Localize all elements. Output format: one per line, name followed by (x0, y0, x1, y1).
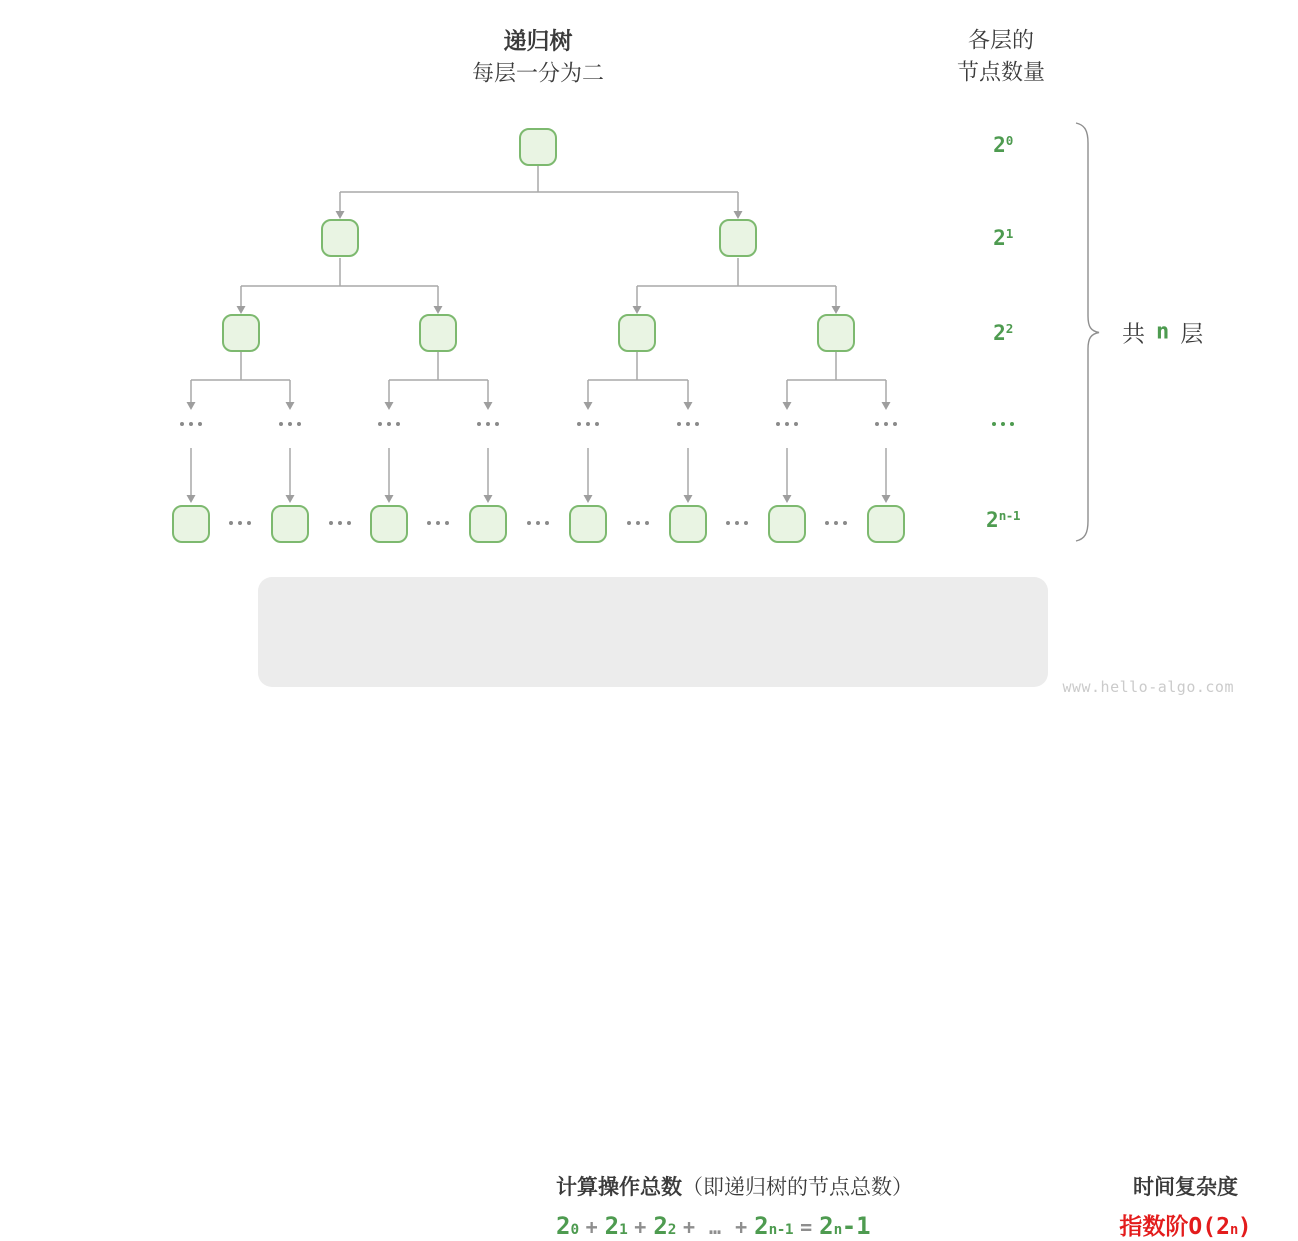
per-level-count-header-line2: 节点数量 (956, 59, 1046, 85)
tree-node (222, 314, 260, 352)
tree-node (370, 505, 408, 543)
tree-subtitle: 每层一分为二 (471, 60, 605, 86)
token: 2 (986, 508, 999, 532)
ellipsis-dots (577, 422, 599, 426)
complexity-title: 时间复杂度 (1133, 1176, 1238, 1199)
token: 0 (1005, 133, 1013, 149)
tree-node (271, 505, 309, 543)
connector-lines (187, 166, 891, 503)
token: + (634, 1215, 647, 1239)
arrowhead-icon (286, 495, 295, 503)
arrowhead-icon (783, 495, 792, 503)
token: 1 (1005, 226, 1013, 242)
arrowhead-icon (684, 402, 693, 410)
arrowhead-icon (832, 306, 841, 314)
ellipsis-dots (627, 521, 649, 525)
arrowhead-icon (385, 402, 394, 410)
ellipsis-dots (329, 521, 351, 525)
tree-title: 递归树 (503, 27, 573, 54)
operations-summary (556, 1171, 913, 1240)
tree-node (419, 314, 457, 352)
arrowhead-icon (434, 306, 443, 314)
token: 2 (1005, 321, 1013, 337)
ellipsis-dots (776, 422, 798, 426)
level-count-label (986, 508, 1020, 532)
token: 层 (1180, 320, 1204, 347)
levels-brace-icon (1076, 123, 1099, 541)
arrowhead-icon (237, 306, 246, 314)
token: n (1156, 319, 1170, 345)
tree-node (569, 505, 607, 543)
token: 2 (653, 1212, 668, 1240)
arrowhead-icon (385, 495, 394, 503)
level-count-label (993, 321, 1013, 345)
ellipsis-dots (279, 422, 301, 426)
tree-node (817, 314, 855, 352)
total-levels-label (1122, 316, 1203, 349)
arrowhead-icon (286, 402, 295, 410)
operations-title (556, 1171, 913, 1201)
arrowhead-icon (882, 402, 891, 410)
token: -1 (841, 1212, 871, 1240)
ellipsis-dots (726, 521, 748, 525)
tree-node (618, 314, 656, 352)
token: 2 (604, 1212, 620, 1240)
ellipsis-dots (477, 422, 499, 426)
token: 共 (1122, 320, 1145, 347)
arrowhead-icon (584, 402, 593, 410)
ellipsis-dots (875, 422, 897, 426)
token: 2 (819, 1212, 834, 1240)
arrowhead-icon (882, 495, 891, 503)
operations-title-bold: 计算操作总数 (556, 1176, 682, 1199)
complexity-value: 指数阶 O( 2 n ) (1119, 1208, 1251, 1241)
ellipsis-dots (180, 422, 202, 426)
token: 2 (1216, 1214, 1230, 1240)
level-ellipsis-dots (992, 422, 1014, 426)
tree-node (519, 128, 557, 166)
arrowhead-icon (484, 495, 493, 503)
token: 2 (993, 133, 1006, 157)
token: = (800, 1215, 813, 1239)
token: O( (1188, 1214, 1217, 1240)
token: ) (1237, 1214, 1252, 1240)
ellipsis-dots (677, 422, 699, 426)
arrowhead-icon (684, 495, 693, 503)
tree-node (321, 219, 359, 257)
ellipsis-dots (378, 422, 400, 426)
operations-title-paren: （即递归树的节点总数） (682, 1176, 913, 1199)
arrowhead-icon (734, 211, 743, 219)
token: + (735, 1215, 748, 1239)
complexity-result (1073, 1171, 1298, 1241)
ellipsis-dots (427, 521, 449, 525)
ellipsis-dots (825, 521, 847, 525)
level-count-label (993, 133, 1013, 157)
ellipsis-dots (229, 521, 251, 525)
token: + (682, 1215, 696, 1239)
arrowhead-icon (783, 402, 792, 410)
token: + (585, 1215, 598, 1239)
level-count-label (993, 226, 1013, 250)
operations-formula: 2 0 + 2 1 + 2 2 + … + 2 n-1 = 2 n -1 (556, 1212, 871, 1240)
arrowhead-icon (336, 211, 345, 219)
tree-node (172, 505, 210, 543)
tree-node (719, 219, 757, 257)
arrowhead-icon (633, 306, 642, 314)
token: n-1 (998, 508, 1020, 524)
tree-node (669, 505, 707, 543)
arrowhead-icon (187, 495, 196, 503)
per-level-count-header-line1: 各层的 (967, 27, 1035, 53)
tree-node (867, 505, 905, 543)
watermark: www.hello-algo.com (1062, 678, 1234, 696)
tree-node (469, 505, 507, 543)
token: 指数阶 (1119, 1213, 1189, 1239)
token: 2 (993, 321, 1006, 345)
arrowhead-icon (484, 402, 493, 410)
arrowhead-icon (187, 402, 196, 410)
token: 2 (754, 1212, 769, 1240)
token: 2 (556, 1212, 571, 1240)
ellipsis-dots (527, 521, 549, 525)
token: … (709, 1215, 722, 1239)
tree-node (768, 505, 806, 543)
token: 2 (993, 226, 1006, 250)
arrowhead-icon (584, 495, 593, 503)
